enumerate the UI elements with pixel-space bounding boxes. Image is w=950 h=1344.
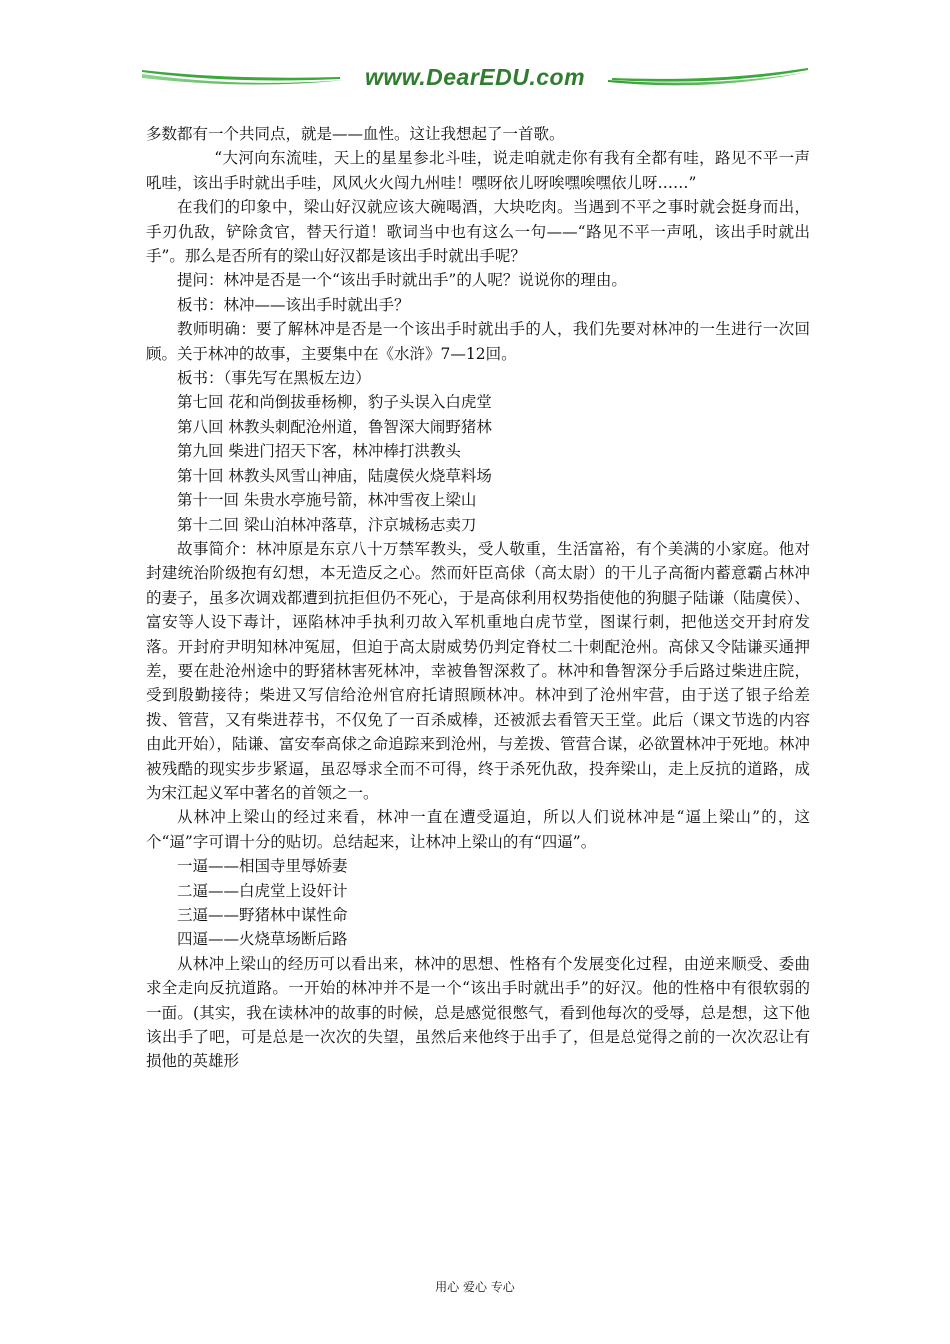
document-body — [146, 122, 810, 1074]
chapter-line: 第十一回 朱贵水亭施号箭，林冲雪夜上梁山 — [177, 491, 477, 510]
page-header — [140, 60, 810, 96]
list-item: 三逼——野猪林中谋性命 — [177, 906, 348, 924]
paragraph: 故事简介：林冲原是东京八十万禁军教头，受人敬重，生活富裕，有个美满的小家庭。他对封建统治阶级抱有幻想，本无造反之心。然而奸臣高俅（高太尉）的干儿子高衙内蓄意霸占林冲的妻子，虽多次调戏都遭到抗拒但仍不死心，于是高俅利用权势指使他的狗腿子陆谦（陆虞侯）、富安等人设下毒计，诬陷林冲手执利刃故入军机重地白虎节堂，图谋行刺，把他送交开封府发落。开封府尹明知林冲冤屈，但迫于高太尉威势仍判定脊杖二十刺配沧州。高俅又令陆谦买通押差，要在赴沧州途中的野猪林害死林冲，幸被鲁智深救了。林冲和鲁智深分手后路过柴进庄院，受到殷勤接待；柴进又写信给沧州官府托请照顾林冲。林冲到了沧州牢营，由于送了银子给差拨、管营，又有柴进荐书，不仅免了一百杀威棒，还被派去看管天王堂。此后（课文节选的内容由此开始），陆谦、富安奉高俅之命追踪来到沧州，与差拨、管营合谋，必欲置林冲于死地。林冲被残酷的现实步步紧逼，虽忍辱求全而不可得，终于杀死仇敌，投奔梁山，走上反抗的道路，成为宋江起义军中著名的首领之一。 — [146, 539, 810, 802]
paragraph: 提问：林冲是否是一个“该出手时就出手”的人呢？说说你的理由。 — [177, 271, 627, 290]
chapter-line: 第十二回 梁山泊林冲落草，汴京城杨志卖刀 — [177, 515, 477, 534]
paragraph: 教师明确：要了解林冲是否是一个该出手时就出手的人，我们先要对林冲的一生进行一次回顾。关于林冲的故事，主要集中在《水浒》7—12回。 — [146, 320, 810, 363]
paragraph: 多数都有一个共同点，就是——血性。这让我想起了一首歌。 — [146, 125, 565, 143]
page-footer: 用心 爱心 专心 — [435, 1280, 515, 1294]
paragraph: 板书：林冲——该出手时就出手？ — [177, 295, 410, 314]
paragraph: 在我们的印象中，梁山好汉就应该大碗喝酒，大块吃肉。当遇到不平之事时就会挺身而出，手刃仇敌，铲除贪官，替天行道！歌词当中也有这么一句——“路见不平一声吼，该出手时就出手”。那么是否所有的梁山好汉都是该出手时就出手呢？ — [146, 198, 810, 266]
site-logo-text: www.DearEDU.com — [364, 64, 586, 90]
chapter-line: 第八回 林教头刺配沧州道，鲁智深大闹野猪林 — [177, 417, 492, 436]
chapter-line: 第十回 林教头风雪山神庙，陆虞侯火烧草料场 — [177, 466, 492, 485]
paragraph: 从林冲上梁山的经过来看，林冲一直在遭受逼迫，所以人们说林冲是“逼上梁山”的，这个“逼”字可谓十分的贴切。总结起来，让林冲上梁山的有“四逼”。 — [146, 808, 810, 851]
paragraph: 从林冲上梁山的经历可以看出来，林冲的思想、性格有个发展变化过程，由逆来顺受、委曲求全走向反抗道路。一开始的林冲并不是一个“该出手时就出手”的好汉。他的性格中有很软弱的一面。(其实，我在读林冲的故事的时候，总是感觉很憋气，看到他每次的受辱，总是想，这下他该出手了吧，可是总是一次次的失望，虽然后来他终于出手了，但是总觉得之前的一次次忍让有损他的英雄形 — [146, 954, 810, 1071]
paragraph: 板书：（事先写在黑板左边） — [177, 369, 371, 388]
list-item: 四逼——火烧草场断后路 — [177, 930, 348, 949]
list-item: 一逼——相国寺里辱娇妻 — [177, 857, 348, 876]
list-item: 二逼——白虎堂上设奸计 — [177, 881, 348, 900]
chapter-line: 第七回 花和尚倒拔垂杨柳，豹子头误入白虎堂 — [177, 393, 492, 412]
chapter-line: 第九回 柴进门招天下客，林冲棒打洪教头 — [177, 442, 461, 461]
paragraph: “大河向东流哇，天上的星星参北斗哇，说走咱就走你有我有全都有哇，路见不平一声吼哇，该出手时就出手哇，风风火火闯九州哇！嘿呀依儿呀唉嘿唉嘿依儿呀……” — [146, 149, 810, 192]
